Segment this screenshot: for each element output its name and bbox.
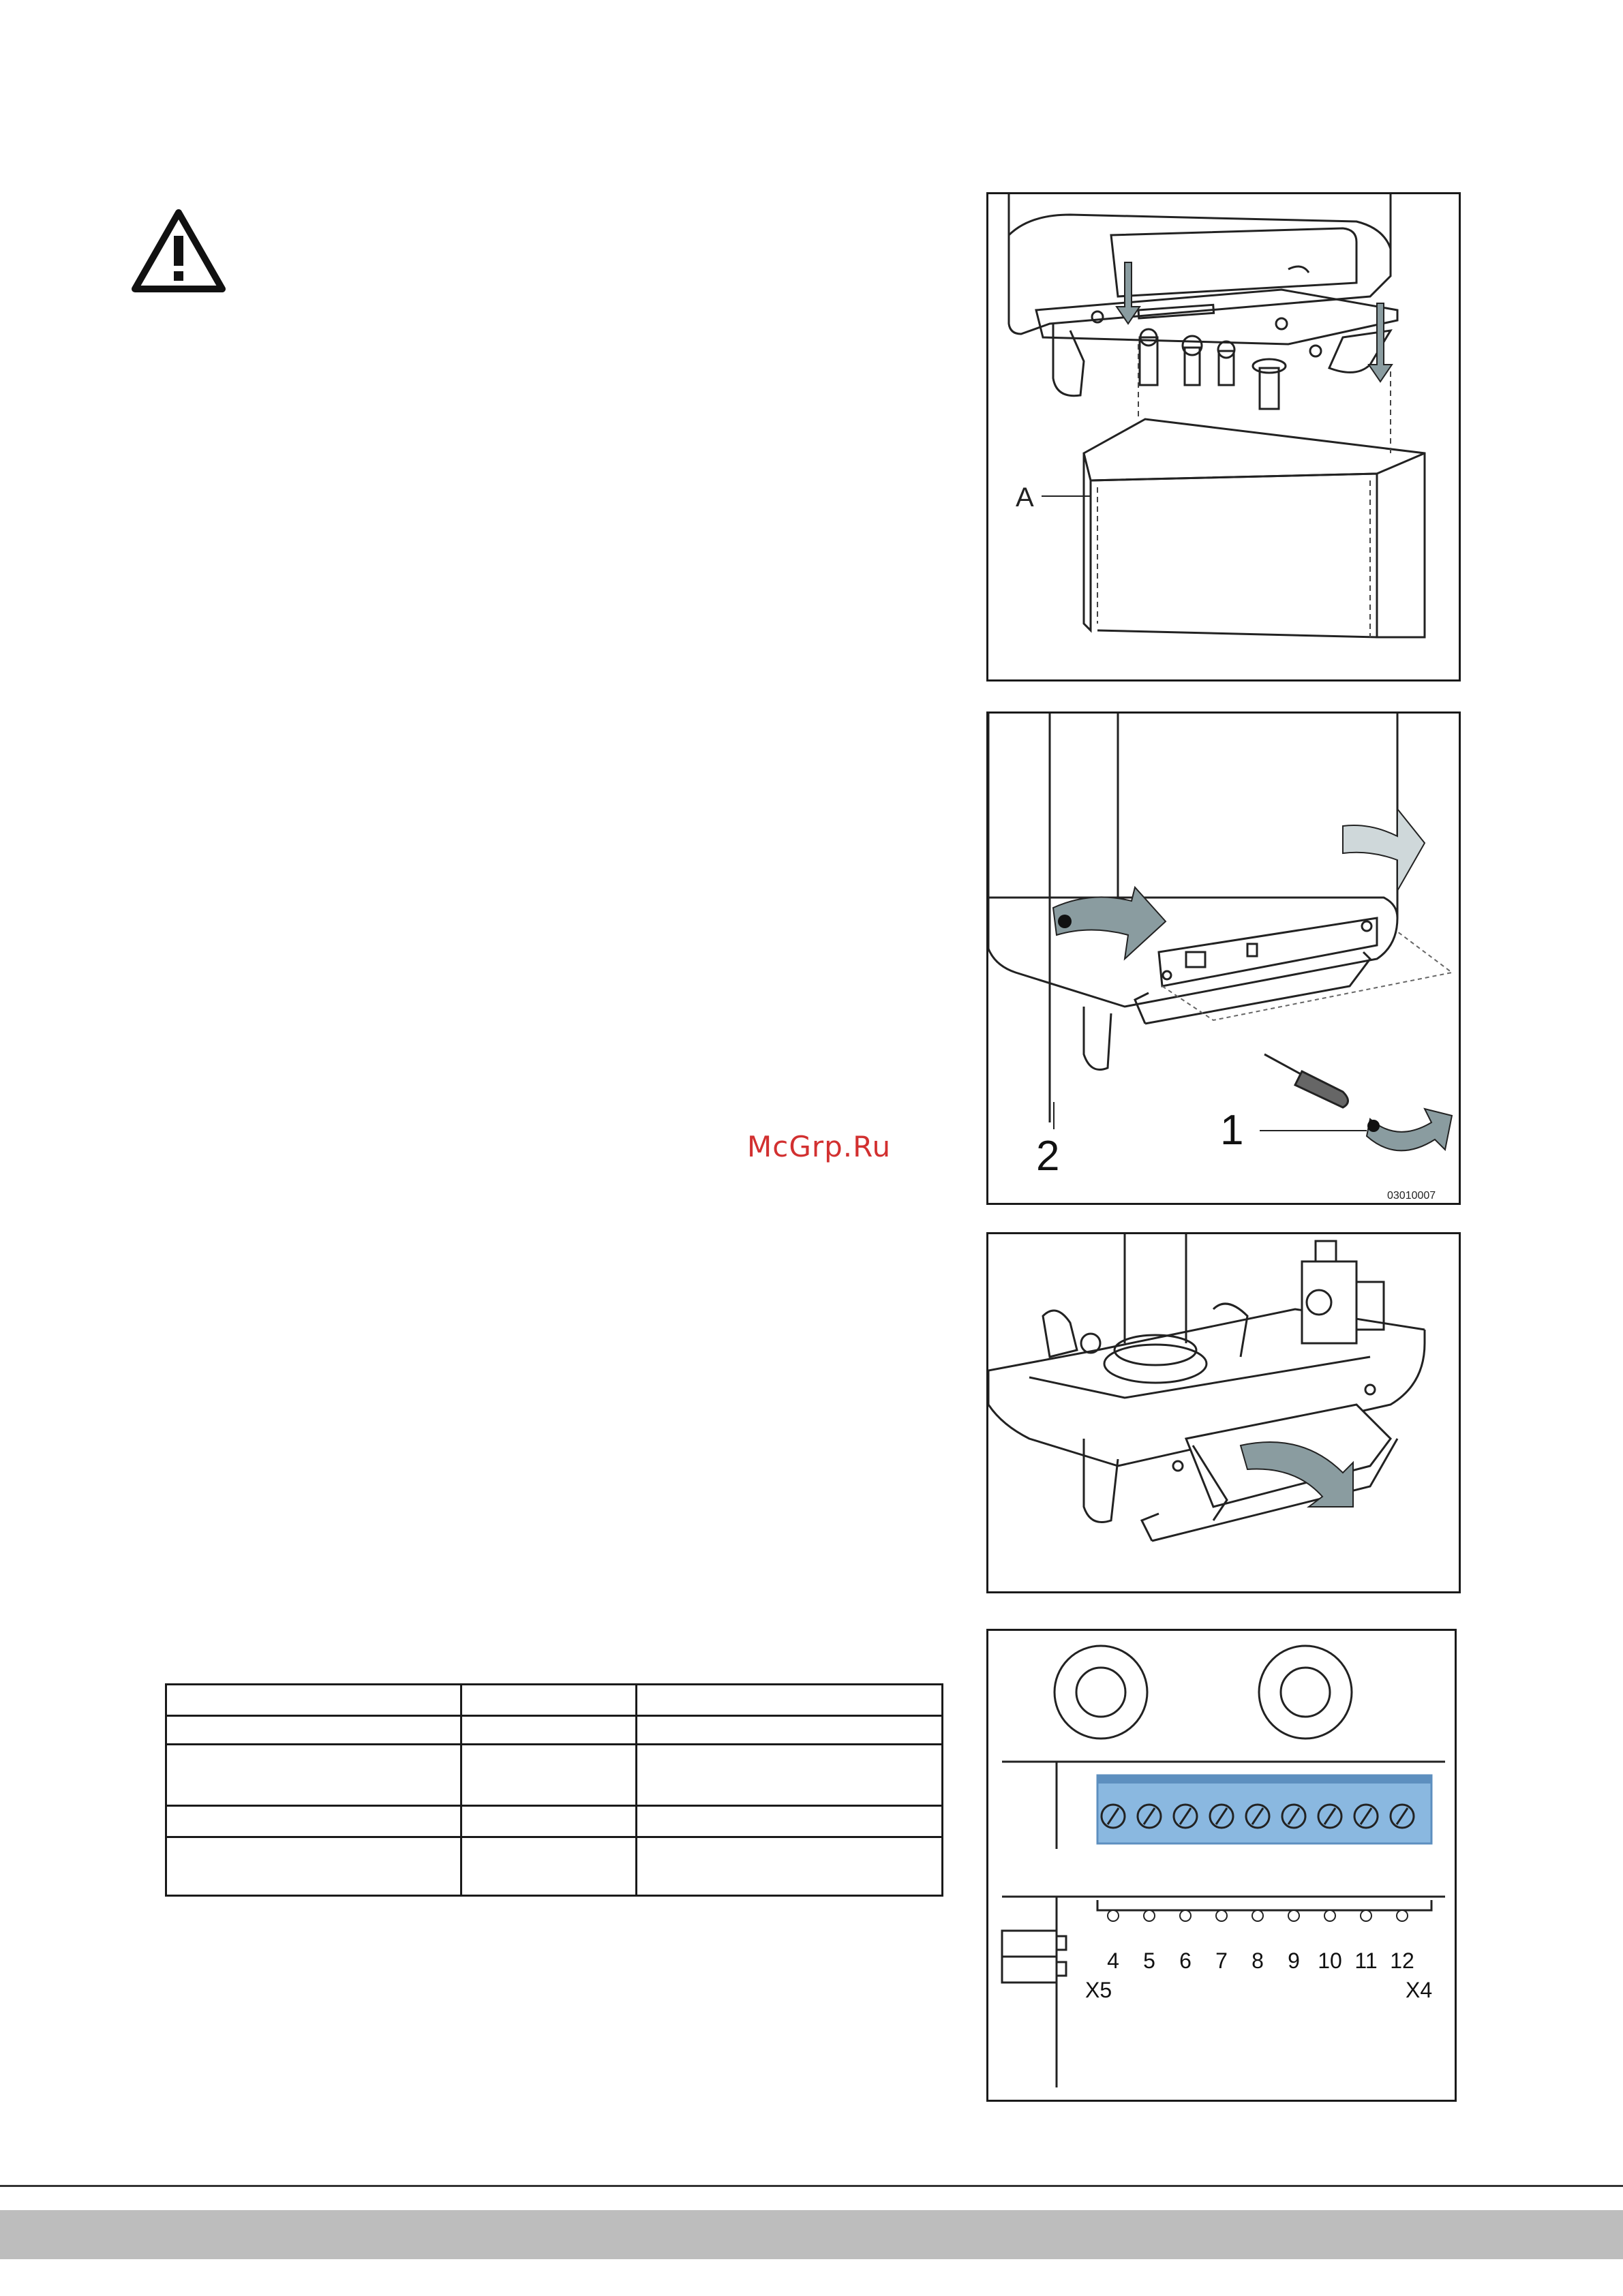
terminal-pin — [1361, 1910, 1371, 1921]
cover-illustration — [988, 194, 1459, 679]
terminal-number: 4 — [1107, 1948, 1119, 1973]
connector-x4-label: X4 — [1406, 1978, 1433, 2002]
terminal-pin — [1252, 1910, 1263, 1921]
callout-a: A — [1016, 483, 1034, 512]
figure-cover-removal — [986, 192, 1461, 682]
terminal-pin — [1324, 1910, 1335, 1921]
table-row — [166, 1716, 943, 1745]
callout-2: 2 — [1036, 1133, 1060, 1180]
footer-band — [0, 2210, 1623, 2259]
footer-rule — [0, 2185, 1623, 2187]
terminal-number: 8 — [1252, 1948, 1264, 1973]
table-row — [166, 1837, 943, 1896]
table-row — [166, 1685, 943, 1716]
terminal-number: 11 — [1354, 1948, 1378, 1973]
terminal-pins — [1108, 1910, 1408, 1921]
callout-1: 1 — [1220, 1107, 1244, 1154]
terminal-pin — [1144, 1910, 1155, 1921]
terminal-labels — [1107, 1948, 1414, 1973]
terminal-number: 7 — [1215, 1948, 1228, 1973]
terminal-number: 5 — [1143, 1948, 1155, 1973]
terminal-pin — [1397, 1910, 1408, 1921]
table-row — [166, 1745, 943, 1806]
terminal-number: 6 — [1179, 1948, 1192, 1973]
figure-ref-code: 03010007 — [1387, 1190, 1436, 1201]
spec-table — [165, 1683, 943, 1897]
terminal-number: 9 — [1288, 1948, 1300, 1973]
terminal-number: 12 — [1390, 1948, 1414, 1973]
connector-x5-label: X5 — [1085, 1978, 1112, 2002]
terminal-pin — [1216, 1910, 1227, 1921]
terminal-screws — [1102, 1805, 1414, 1828]
terminal-pin — [1180, 1910, 1191, 1921]
terminal-pin — [1288, 1910, 1299, 1921]
table-row — [166, 1806, 943, 1837]
watermark: McGrp.Ru — [747, 1130, 892, 1163]
figure-control-box — [986, 1232, 1461, 1593]
control-box-illustration — [988, 1234, 1459, 1591]
front-panel-illustration — [988, 714, 1459, 1203]
terminal-strip-illustration — [988, 1631, 1455, 2100]
warning-icon — [131, 209, 226, 293]
figure-terminal-strip — [986, 1629, 1457, 2102]
terminal-pin — [1108, 1910, 1119, 1921]
figure-front-panel — [986, 711, 1461, 1205]
terminal-number: 10 — [1318, 1948, 1342, 1973]
